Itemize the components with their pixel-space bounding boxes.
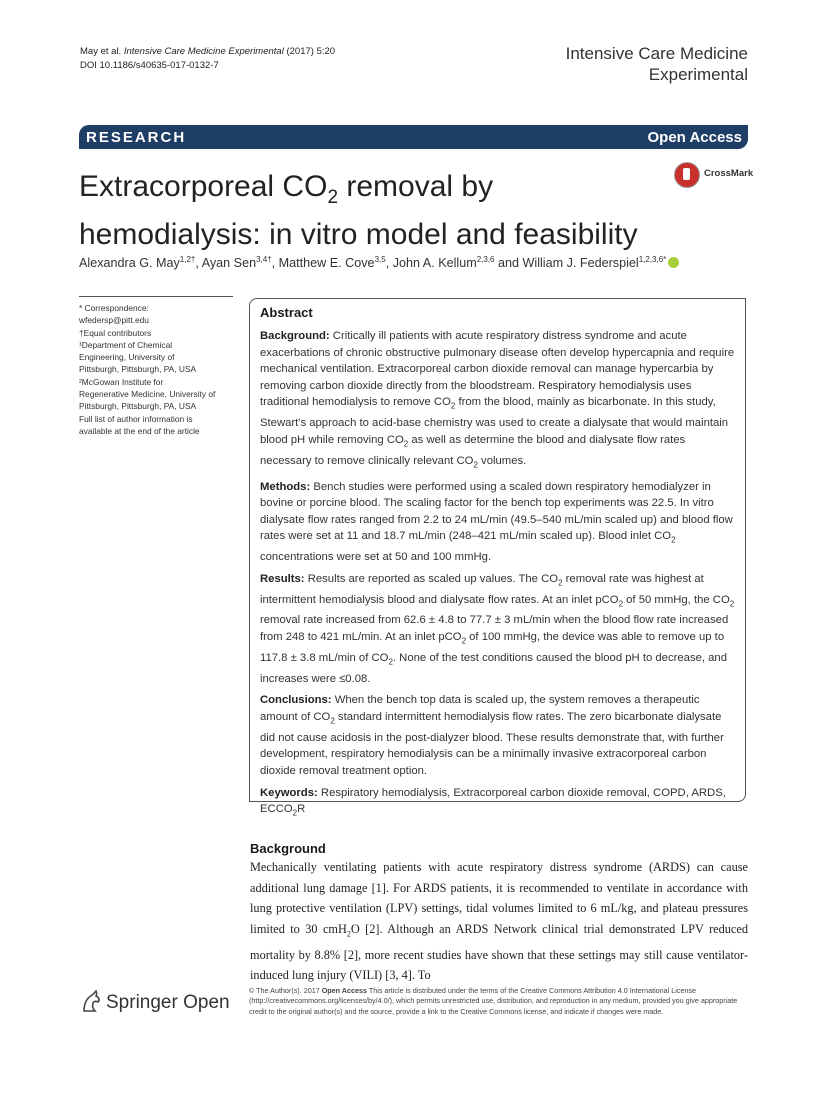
author-affiliation: 1,2†: [179, 255, 196, 264]
open-access-label: Open Access: [647, 129, 742, 146]
author-affiliation: 3,5: [374, 255, 386, 264]
author-separator: ,: [271, 256, 279, 271]
abstract-label: Background:: [260, 330, 330, 342]
title-part2: removal by: [338, 170, 494, 203]
author-separator: ,: [195, 256, 202, 271]
abstract-background: Background: Critically ill patients with acute respiratory distress syndrome and acute exacerbations of chronic obstructive pulmonary disease often develop hypercapnia and require mechanical ventilation. Extracorporeal carbon dioxide removal can manage hypercarbia by removing carbon dioxide directly from the bloodstream. Respiratory hemodialysis uses traditional hemodialysis to remove $CO_2$ from the blood, mainly as bicarbonate. In this study, Stewart's approach to acid-base chemistry was used to create a dialysate that would maintain blood pH while removing $CO_2$ as well as determine the blood and dialysate flow rates necessary to remove clinically relevant $CO_2$ volumes.: [260, 330, 735, 469]
sidebar-line: ²McGowan Institute for: [79, 376, 164, 387]
journal-name-line2: Experimental: [648, 65, 748, 84]
author-name[interactable]: William J. Federspiel: [522, 256, 639, 271]
author-separator: and: [494, 256, 523, 271]
author-affiliation: 3,4†: [256, 255, 272, 264]
article-type-banner: [79, 125, 748, 149]
sidebar-line: †Equal contributors: [79, 327, 152, 338]
crossmark-label: CrossMark: [704, 168, 754, 179]
journal-name-line1: Intensive Care Medicine: [565, 44, 748, 63]
crossmark-badge[interactable]: [672, 160, 762, 190]
abstract-methods: Methods: Bench studies were performed using a scaled down respiratory hemodialyzer in bovine or porcine blood. The scaling factor for the bench top experiments was 22.5. In vitro dialysate flow rates ranged from 2.2 to 24 mL/min (49.5–540 mL/min scaled up) and blood flow rates were set at 11 and 18.7 mL/min (248–421 mL/min scaled up). Blood inlet $CO_2$ concentrations were set at 50 and 100 mmHg.: [260, 480, 733, 564]
crossmark-icon: [674, 162, 700, 188]
sidebar-line: Full list of author information is: [79, 413, 193, 424]
title-line2: hemodialysis: in vitro model and feasibility: [79, 218, 638, 251]
author-name[interactable]: Ayan Sen: [201, 256, 257, 271]
author-affiliation: 1,2,3,6*: [638, 255, 667, 264]
sidebar-line: ¹Department of Chemical: [79, 339, 173, 350]
publisher-name: Springer Open: [106, 992, 230, 1013]
abstract-label: Conclusions:: [260, 694, 332, 707]
sidebar-line: Pittsburgh, Pittsburgh, PA, USA: [79, 364, 197, 375]
author-name[interactable]: Alexandra G. May: [79, 256, 180, 271]
abstract-heading: Abstract: [260, 305, 313, 320]
section-heading-background: Background: [250, 841, 326, 856]
springer-horse-icon: [80, 989, 102, 1013]
citation-authors: May et al.: [80, 46, 122, 57]
title-subscript: 2: [327, 187, 339, 208]
title-part1: Extracorporeal CO: [79, 170, 328, 203]
section-label: RESEARCH: [86, 129, 187, 146]
author-name[interactable]: Matthew E. Cove: [278, 256, 375, 271]
article-title: [79, 168, 659, 253]
sidebar-line: Engineering, University of: [79, 352, 175, 363]
citation-year-pages: (2017) 5:20: [283, 46, 336, 57]
author-list: [79, 251, 679, 272]
abstract-label: Keywords:: [260, 786, 318, 799]
citation-line: [80, 45, 335, 59]
body-paragraph: Mechanically ventilating patients with acute respiratory distress syndrome (ARDS) can cause additional lung damage [1]. For ARDS patients, it is recommended to ventilate in accordance with lung protective ventilation (LPV) settings, tidal volumes limited to 6 mL/kg, and plateau pressures limited to 30 cmH$_2$O [2]. Although an ARDS Network clinical trial demonstrated LPV reduced mortality by 8.8% [2], more recent studies have shown that these settings may still cause ventilator-induced lung injury (VILI) [3, 4]. To: [250, 860, 749, 983]
sidebar-line: available at the end of the article: [79, 425, 200, 436]
author-affiliation: 2,3,6: [476, 255, 495, 264]
springer-open-logo: [80, 989, 240, 1019]
doi: DOI 10.1186/s40635-017-0132-7: [80, 60, 219, 71]
sidebar-line: * Correspondence:: [79, 303, 149, 313]
journal-name: [566, 43, 748, 85]
correspondence-sidebar: [79, 296, 233, 437]
license-notice: © The Author(s). 2017 Open Access This article is distributed under the terms of the Creative Commons Attribution 4.0 International License (http://creativecommons.org/licenses/by/4.0/), which permits unrestricted use, distribution, and reproduction in any medium, provided you give appropriate credit to the original author(s) and the source, provide a link to the Creative Commons license, and indicate if changes were made.: [249, 986, 738, 1016]
citation-journal: Intensive Care Medicine Experimental: [123, 46, 284, 57]
abstract-keywords: Keywords: Respiratory hemodialysis, Extracorporeal carbon dioxide removal, COPD, ARDS, $ECCO_2R$: [260, 786, 726, 818]
citation-block: [80, 45, 335, 73]
abstract-box: [249, 298, 746, 818]
correspondence-email[interactable]: wfedersp@pitt.edu: [79, 315, 149, 326]
abstract-results: Results: Results are reported as scaled up values. The $CO_2$ removal rate was highest at intermittent hemodialysis blood and dialysate flow rates. At an inlet pCO$_2$ of 50 mmHg, the $CO_2$ removal rate increased from 62.6 ± 4.8 to 77.7 ± 3 mL/min when the blood flow rate increased from 248 to 421 mL/min. At an inlet pCO$_2$ of 100 mmHg, the device was able to remove up to 117.8 ± 3.8 mL/min of $CO_2$. None of the test conditions caused the blood pH to decrease, and increases were ≤0.08.: [260, 572, 735, 685]
author-name[interactable]: John A. Kellum: [392, 256, 477, 271]
sidebar-line: Regenerative Medicine, University of: [79, 389, 216, 400]
author-separator: ,: [385, 256, 393, 271]
abstract-label: Methods:: [260, 480, 311, 493]
orcid-icon[interactable]: [668, 257, 679, 268]
abstract-conclusions: Conclusions: When the bench top data is scaled up, the system removes a therapeutic amount of $CO_2$ standard intermittent hemodialysis flow rates. The zero bicarbonate dialysate did not cause acidosis in the post-dialyzer blood. These results demonstrate that, with further development, respiratory hemodialysis can be a minimally invasive extracorporeal carbon dioxide removal treatment option.: [260, 694, 724, 777]
sidebar-line: Pittsburgh, Pittsburgh, PA, USA: [79, 401, 197, 412]
abstract-label: Results:: [260, 572, 305, 585]
